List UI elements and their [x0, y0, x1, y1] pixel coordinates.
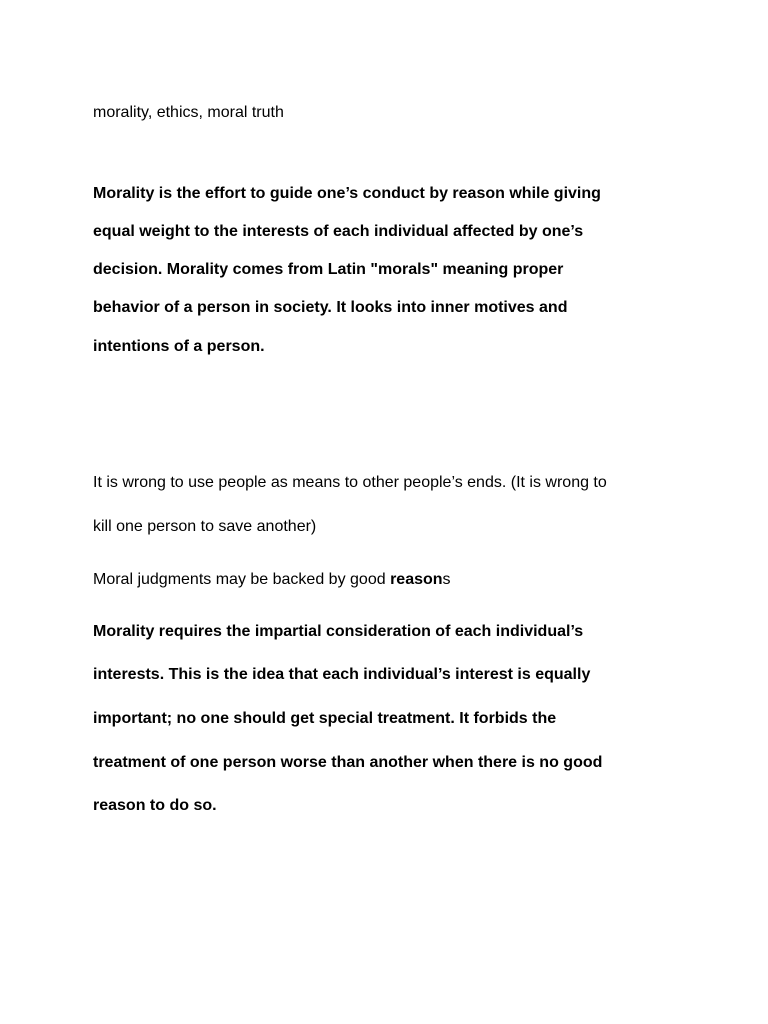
paragraph-line: kill one person to save another): [93, 518, 317, 535]
paragraph-line: important; no one should get special treatment. It forbids the: [93, 710, 557, 727]
text-segment: Moral judgments may be backed by good: [93, 571, 391, 588]
paragraph-line: It is wrong to use people as means to other people’s ends. (It is wrong to: [93, 474, 607, 491]
paragraph-line: behavior of a person in society. It looks into inner motives and: [93, 299, 568, 316]
emphasis-word: reason: [390, 571, 443, 588]
paragraph-line: interests. This is the idea that each individual’s interest is equally: [93, 666, 591, 683]
paragraph-line: Morality requires the impartial consideration of each individual’s: [93, 623, 584, 640]
paragraph-line: equal weight to the interests of each individual affected by one’s: [93, 223, 584, 240]
paragraph-moral-judgments: [93, 570, 451, 590]
paragraph-line: intentions of a person.: [93, 338, 265, 355]
paragraph-line: treatment of one person worse than another when there is no good: [93, 754, 603, 771]
paragraph-line: decision. Morality comes from Latin "morals" meaning proper: [93, 261, 564, 278]
text-segment: s: [442, 571, 451, 588]
paragraph-line: reason to do so.: [93, 797, 217, 814]
keywords-line: morality, ethics, moral truth: [93, 104, 284, 121]
paragraph-line: Morality is the effort to guide one’s conduct by reason while giving: [93, 185, 601, 202]
